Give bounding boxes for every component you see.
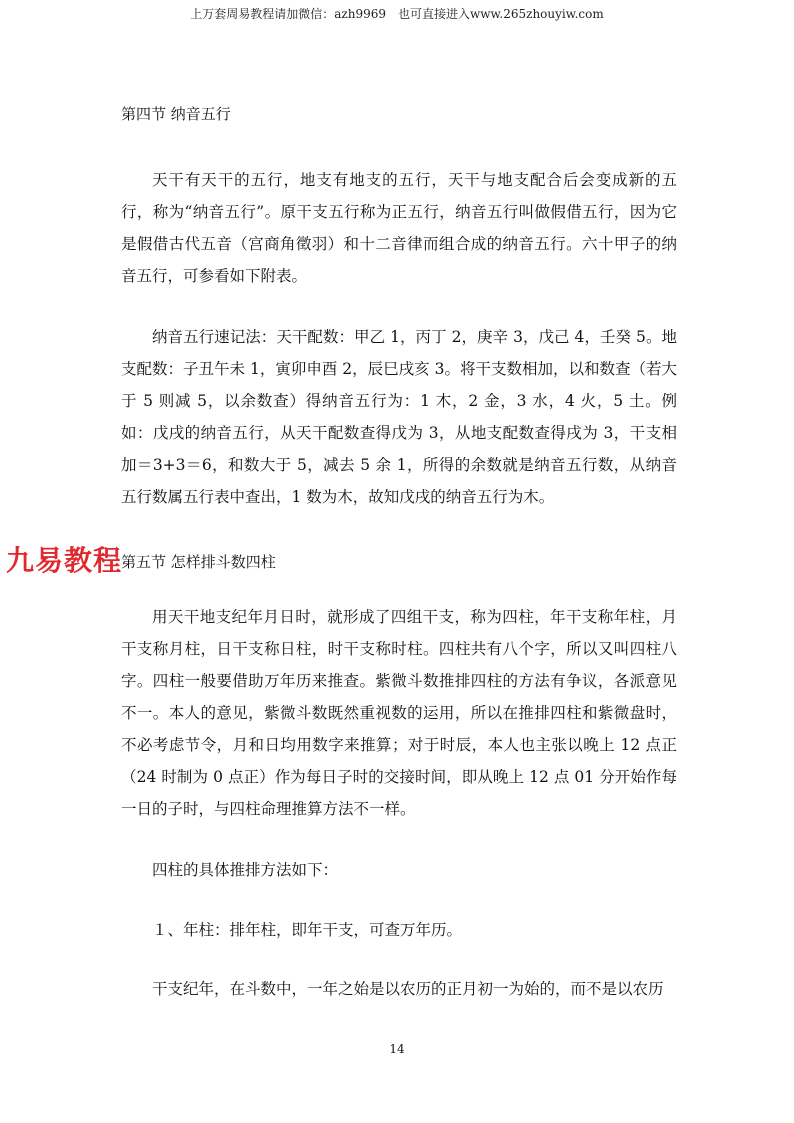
paragraph-nayin-intro: 天干有天干的五行，地支有地支的五行，天干与地支配合后会变成新的五行，称为“纳音五行”。原干支五行称为正五行，纳音五行叫做假借五行，因为它是假借古代五音（宫商角徵羽）和十二音律而组合成的纳音五行。六十甲子的纳音五行，可参看如下附表。 [121, 171, 677, 285]
section-heading-4: 第四节 纳音五行 [121, 105, 231, 123]
header-promo-note: 上万套周易教程请加微信：azh9969 也可直接进入www.265zhouyiw.com [190, 7, 604, 21]
section-heading-5: 第五节 怎样排斗数四柱 [121, 553, 276, 571]
paragraph-method-intro: 四柱的具体推排方法如下： [152, 861, 339, 879]
paragraph-year-pillar: １、年柱：排年柱，即年干支，可查万年历。 [152, 921, 463, 939]
watermark-logo: 九易教程 [6, 544, 123, 577]
paragraph-nayin-mnemonic: 纳音五行速记法：天干配数：甲乙 1，丙丁 2，庚辛 3，戊己 4，壬癸 5。地支配数：子丑午未 1，寅卯申酉 2，辰巳戌亥 3。将干支数相加，以和数查（若大于 5 则减 5，以余数查）得纳音五行为：1 木，2 金，3 水，4 火，5 土。例如：戊戌的纳音五行，从天干配数查得戊为 3，从地支配数查得戌为 3，干支相加＝3+3＝6，和数大于 5，减去 5 余 1，所得的余数就是纳音五行数，从纳音五行数属五行表中查出，1 数为木，故知戊戌的纳音五行为木。 [121, 328, 677, 506]
page-number: 14 [389, 1042, 405, 1056]
paragraph-four-pillars-intro: 用天干地支纪年月日时，就形成了四组干支，称为四柱，年干支称年柱，月干支称月柱，日干支称日柱，时干支称时柱。四柱共有八个字，所以又叫四柱八字。四柱一般要借助万年历来推查。紫微斗数推排四柱的方法有争议，各派意见不一。本人的意见，紫微斗数既然重视数的运用，所以在推排四柱和紫微盘时，不必考虑节令，月和日均用数字来推算；对于时辰，本人也主张以晚上 12 点正（24 时制为 0 点正）作为每日子时的交接时间，即从晚上 12 点 01 分开始作每一日的子时，与四柱命理推算方法不一样。 [121, 608, 677, 818]
paragraph-year-reckoning: 干支纪年，在斗数中，一年之始是以农历的正月初一为始的，而不是以农历 [152, 980, 664, 998]
document-body [121, 100, 677, 1005]
